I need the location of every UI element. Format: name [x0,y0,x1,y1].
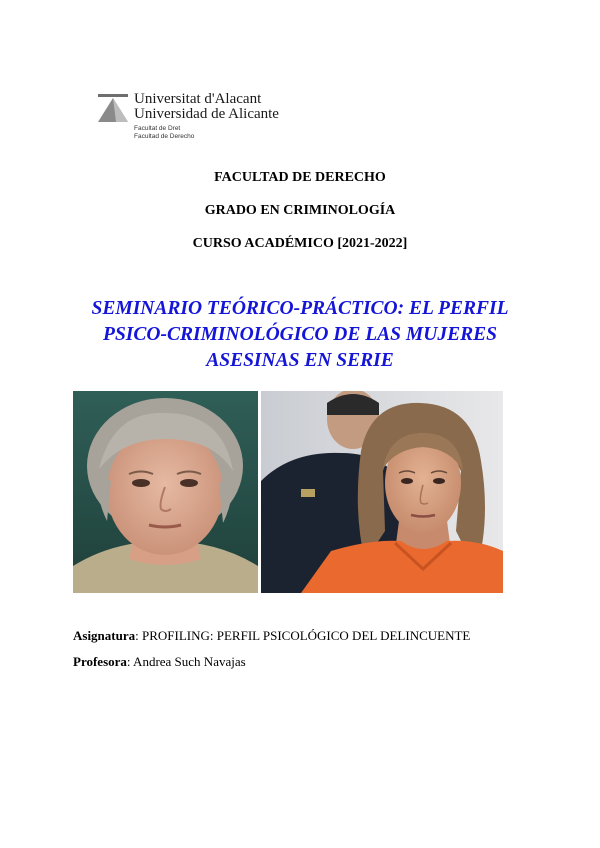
photo-woman-mugshot [73,391,258,593]
subject-label: Asignatura [73,628,136,643]
logo-name-spanish: Universidad de Alicante [134,106,279,122]
teacher-label: Profesora [73,654,127,669]
photo-woman-courtroom [261,391,503,593]
title-line-1: SEMINARIO TEÓRICO-PRÁCTICO: EL PERFIL [91,298,509,319]
university-logo-icon [98,94,128,122]
document-title [60,296,540,374]
title-line-2: PSICO-CRIMINOLÓGICO DE LAS MUJERES [103,324,497,345]
logo-faculty-valencian: Facultat de Dret [134,125,181,132]
subject-line [73,628,470,644]
title-line-3: ASESINAS EN SERIE [206,350,394,371]
teacher-value: : Andrea Such Navajas [126,654,246,669]
subject-value: : PROFILING: PERFIL PSICOLÓGICO DEL DELINCUENTE [135,628,471,643]
university-logo [98,92,279,141]
teacher-line [73,654,246,670]
degree-heading: GRADO EN CRIMINOLOGÍA [204,203,396,218]
academic-year-heading: CURSO ACADÉMICO [2021-2022] [192,236,408,251]
faculty-heading: FACULTAD DE DERECHO [214,170,386,185]
logo-name-valencian: Universitat d'Alacant [134,91,262,107]
logo-faculty-spanish: Facultad de Derecho [134,133,195,140]
